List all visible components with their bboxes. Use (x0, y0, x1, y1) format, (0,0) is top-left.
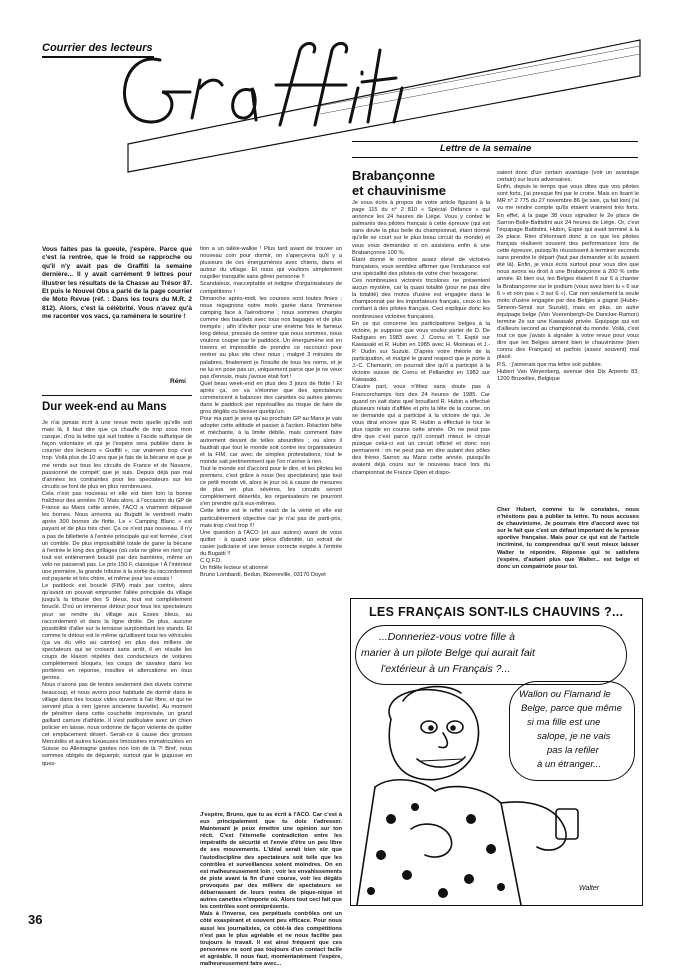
bubble-line-1: Wallon ou Flamand le (519, 689, 611, 700)
mans-editor-reply: J'espère, Bruno, que tu as écrit à l'ACO. Car c'est à eux principalement que tu dois t'adresser. Maintenant je peux émettre une opinion sur ton récit. C'est l'éternelle contradiction entre les impératifs de sécurité et l'envie d'être un peu libre de ses mouvements. L'idéal serait bien sûr que l'autodiscipline des spectateurs soit telle que les contrôles et surveillances soient moindres. On en est malheureusement loin ; voir les envahissements de piste avant la fin d'une course, voir les dégâts provoqués par des milliers de spectateurs se débarrassant de leurs restes de pique-nique et autres canettes n'importe où. Alors tout ceci fait que les contrôles sont omniprésents. Mais à l'inverse, ces perpétuels contrôles ont un côté exaspérant et souvent peu efficace. Pour nous aussi les journalistes, ce côté-là des compétitions n'est pas le plus agréable et ne nous facilite pas toujours le travail. Il est ainsi fréquent que ces personnes ne sont pas toujours d'un contact facile et agréable. Il nous faut, momentanément l'espère, malheureusement faire avec... (200, 812, 342, 967)
cartoon-caption-line-1: ...Donneriez-vous votre fille à (379, 631, 515, 643)
letter-of-week-title: Lettre de la semaine (440, 143, 532, 154)
brabanconne-title-1: Brabançonne (352, 168, 436, 183)
bubble-line-6: à un étranger... (537, 759, 602, 770)
bubble-line-5: pas la refiler (547, 745, 599, 756)
graffiti-logo (100, 30, 410, 150)
mans-column-2: tion a un talkie-walkie ! Plus tard avant de trouver un nouveau coin pour dormir, on s'aperçevra qu'il y a plusieurs de ces énergumènes avec chiens, dans et autour du village. Et nous qui voulions simplement roupiller tranquille sans gêner personne !! Scandaleux, inacceptable et indigne d'organisateurs de compétitions ! Dimanche après-midi, les courses sont toutes finies ; nous regagnons notre moto garée dans l'immense camping face à l'aérodrome ; nous sommes chargés comme des baudets avec tous nos bagages et de plus trempés ; afin d'éviter pour une énième fois le fameux long détour, pressés de rentrer que nous sommes, nous voulons couper par le paddock. Un énergumène est en travers et impossible de prendre ce raccourci pour rentrer au plus vite chez nous ; malgré 3 minutes de palabres, finalement je l'insulte de tous les noms, et je ne lui en pose pas un, uniquement parce que je ne veux pas d'ennuis, mais j'avoue était fort ! Quel beau week-end en plus des 3 jours de flotte ! Et après ça, on va s'étonner que des spectateurs commencent à balancer des canettes ou autres pierres dans le paddock par représailles au risque de faire de gros dégâts ou blesser quelqu'un. Pour ma part je sens qu'au prochain GP au Mans je vais adopter cette attitude et passer à l'action. Réaction bête et méchante, à la limite débile, mais comment faire autrement devant de telles absurdités ; ou alors il faudrait que tout le monde soit contre les organisateurs et la FIM, car avec de simples protestations, tout le monde sait pertinemment que l'on n'arrive à rien. Tout le monde est d'accord pour le dire, et les pilotes les premiers, c'est grâce à nous (les spectateurs) que tout ce petit monde vit, alors le jour où à cause de mesures de plus en plus sévères, les circuits seront complètement désertés, les organisateurs ne pourront s'en prendre qu'à eux-mêmes. Cette lettre est le reflet exact de la vérité et elle est particulièrement objective car je n'ai pas de parti-pris, mais trop c'est trop !!! Une question à l'ACO (et aux autres) avant de vous quitter : à quand une pièce d'identité, un extrait de casier judiciaire et une tenue correcte exigée à l'entrée du Bugatti !! C.Q.F.D. Un fidèle lecteur et abonné Bruno Lombardi, Bedun, Bizeneville, 03170 Doyet (200, 246, 342, 579)
intro-signature: Rémi (170, 378, 186, 385)
brabanconne-column-2: saient donc d'un certain avantage (voir un avantage certain) sur leurs adversaires. Enfin, depuis le temps que vous dites que vos pilotes sont forts, j'ai presque fini par le croire. Mais en lisant le MR n° 2 775 du 27 novembre 86 (je sais, ça fait loin) j'ai vu me rendre compte qu'ils étaient vraiment très forts. En effet, à la page 38 vous signaliez le 2e place de Sarron-Bolle-Battistini aux 24 heures de Liège. Or, c'est l'équipage Battistini, Hubin, Espié qui avait terminé à la 2e place. Rien d'étonnant donc à ce que les pilotes français réalisent souvent des performances lors de cette épreuve, puisqu'ils réussissent à terminer seconds sans prendre le départ (faut pas demander si ils avaient été là). Enfin, je vous écris surtout pour vous dire que nous avons eu droit à une Brabançonne à 200 % cette année. Et bien oui, les Belges étaient 6 sur 6 à chanter la Brabançonne sur le podium (vous avez bien lu « 6 sur 6 » et non pas « 3 sur 6 »). Car non seulement la seule moto d'usine engagée par des Belges a gagné (Hubin-Simeon-Simul sur Suzuki), mais en plus, un autre équipage belge (Van Voerenbergh-De Dancker-Ramon) termine 2e sur une Kawasaki privée. Équipage qui est d'ailleurs second au championnat du monde. Voilà, c'est tout ce que j'avais à signaler à votre revue pour vous dire que les Belges aiment bien le chauvinisme (bien connu des Français) et parfois (assez souvent) mal placé. P.S. : j'aimerais que ma lettre soit publiée. Hubert Van Weyenberg, avenue des Dix Arpents 83, 1200 Bruxelles, Belgique (497, 170, 639, 382)
cartoon-signature: Walter (579, 885, 600, 892)
section-title: Courrier des lecteurs (42, 42, 153, 54)
brabanconne-editor-reply: Cher Hubert, comme tu le constates, nous n'hésitons pas à publier ta lettre. Tu nous accuses de chauvinisme. Je pourrais être d'accord avec toi sur le fait que c'est un défaut important de la presse sportive française. Mais pour ce qui est de l'article incriminé, tu comprendras qu'il veut mieux laisser Walter te répondre. Réponse qui te satisfera j'espère, d'autant plus que Walter... est belge et donc un compatriote pour toi. (497, 507, 639, 570)
page-number: 36 (28, 912, 43, 927)
bubble-line-4: salope, je ne vais (537, 731, 611, 742)
brabanconne-title-2: et chauvinisme (352, 183, 446, 198)
mans-title: Dur week-end au Mans (42, 401, 167, 413)
bubble-line-3: si ma fille est une (527, 717, 601, 728)
intro-text: Vous faites pas la gueule, j'espère. Parce que c'est la rentrée, que le froid se rapproche ou qu'il n'y avait pas de Graffiti la semaine dernière... Il y avait carrément 9 lettres pour illustrer les résultats de la Chasse au Trésor 87. Et puis le Nouvel Obs a parlé de la page courrier de Moto Revue (réf. : Dans les tours du M.R. 2 812). Alors, c'est la célébrité. Vous n'avez qu'à me raconter vos vacs, ça ramènera le sourire ! (42, 246, 192, 321)
brabanconne-column-1: Je vous écris à propos de votre article figurant à la page 115 du n° 2 810 « Spécial Défance » qui annonce les 24 heures de Liège. Vous y contez le palmarès des pilotes français à cette épreuve (qui est sans doute la plus belle du championnat, étant donné qu'elle se court sur le plus beau circuit du monde) et vous vous demandez si on assistera enfin à une Brabançonne 100 %. Étant donné le nombre assez élevé de victoires françaises, vous semblez affirmer que l'endurance est une spécialité des pilotes de votre cher hexagone. Ces nombreuses victoires tricolores ne présentent aucun mystère, car la quasi totalité (pour ne pas dire la totalité) des motos d'usine est engagée dans le championnat par les importateurs français, ceux-ci les confiant à des pilotes français. Ceci explique donc les nombreuses victoires françaises. En ce qui concerne les participations belges à la victoire, je suppose que vous voulez parler de D. De Radigues en 1983 avec J. Cornu et T. Espié sur Kawasaki et R. Hubin en 1985 avec H. Moineau et J.-P. Oudin sur Suzuki. D'après votre théorie de la participation, et malgré le grand respect que je porte à J.-C. Chemarin, on pourrait dire qu'il a participé à la victoire suisse de Cornu et Pellandini en 1982 sur Kawasaki. D'autre part, vous n'êtiez sans doute pas à Francorchamps lors des 24 heures de 1985. Car quand on sait dans quel brouillard R. Hubin a effectué plusieurs relais d'affilée et pris la tête de la course, on se demande qui a participé à la victoire de qui. Je vous dirai encore que R. Hubin a effectué le tour le plus rapide en course cette année. On ne peut pas dire que c'est parce qu'il connaît mieux le circuit puisque celui-ci est un circuit officiel et donc non permanent : on ne peut pas en dire autant des pôles des frères Sarron au Mans cette année, puisqu'ils avaient déjà couru sur le nouveau tracé lors du championnat de France Open et dispo- (352, 200, 490, 476)
mans-column-1: Je n'ai jamais écrit à une revue moto quelle qu'elle soit mais là, il faut dire que ça chauffe de trop sous mon casque, d'où la lettre qui suit traitée à l'acide sulfurique de façon volontaire et qui je l'espère sera publiée dans le courrier des lecteurs « Graffiti », car vraiment trop c'est trop. Voilà plus de 10 ans que je fais de la bécane et que je me rends sur tous les circuits de France et de Navarre, passionné de compét' que je suis. Depuis déjà pas mal d'années les contraintes pour les spectateurs sur les circuits se font de plus en plus nombreuses. Cela n'est pas nouveau et elle est bien loin la bonne fraîcheur des années 70. Mais alors, à l'occasion du GP de France au Mans cette année, l'ACO a vraiment dépassé les bornes. Nous arrivons au Bugatti le vendredi matin après 300 bornes de flotte. Le « Camping Blanc » est payant et de plus très cher. Ça ce n'est pas nouveau. Il n'y a pas de billetterie à l'entrée principale qui est fermée, c'est un comble. De plus impossibilité totale de garer la bécane à l'entrée le long des grillages (où cela ne gêne en rien) car tout est entièrement bouclé par des barrières, même un vélo ne passerait pas. Le prix 150 F, classique ! À l'intérieur une première, la grande tribune à la sortie du raccordement est payante et très chère, et même pour les essais ! Le paddock est bouclé (FIM) mais par contre, alors qu'avant on pouvait emprunter l'allée principale du village jusqu'à la tribune des S bleus, tout est complètement bouclé. D'où un immense détour pour tous les spectateurs pour se rendre du village aux Esses bleus, au raccordement et dans la ligne droite. De plus, aucune possibilité d'aller sur la terrasse surplombant les stands. Et comme le détour est le même qu'utilisent tous les véhicules (ça va du vélo au camion) en plus des milliers de spectateurs qui se croisent sans arrêt, il en résulte les coups de klaxon répétés des conducteurs de voitures complètement bloqués, les coups de savates dans les portières en réponse, insultes et altercations en tous genres. Nous n'avons pas de tentes seulement des duvets comme beaucoup, et nous avons pour habitude de dormir dans le village dans des locaux vides ouverts à l'air libre, et qui ne servent plus à rien (genre ancienne buvette). Au moment de pénétrer dans cette couchette improvisée, un grand gaillard carrure d'athlète. Il s'est patibulaire avec un chien policier en laisse, nous ordonne de façon violente de quitter cet emplacement désert. Serait-ce à cause des grosses Mercédès et autres luxueuses limousines immatriculées en Suisse ou Allemagne garées non loin de là ?! Bref, nous sommes obligés de déguerpir, surtout que le gugusse en ques- (42, 420, 192, 767)
cartoon-banner: LES FRANÇAIS SONT-ILS CHAUVINS ?... (369, 605, 624, 619)
cartoon-frame (350, 598, 643, 906)
bubble-line-2: Belge, parce que même (521, 703, 622, 714)
mans-top-rule (42, 395, 192, 396)
cartoon-caption-line-3: l'extérieur à un Français ?... (381, 663, 511, 675)
cartoon-caption-line-2: marier à un pilote Belge qui aurait fait (361, 647, 535, 659)
cartoon-drawing (351, 679, 642, 905)
